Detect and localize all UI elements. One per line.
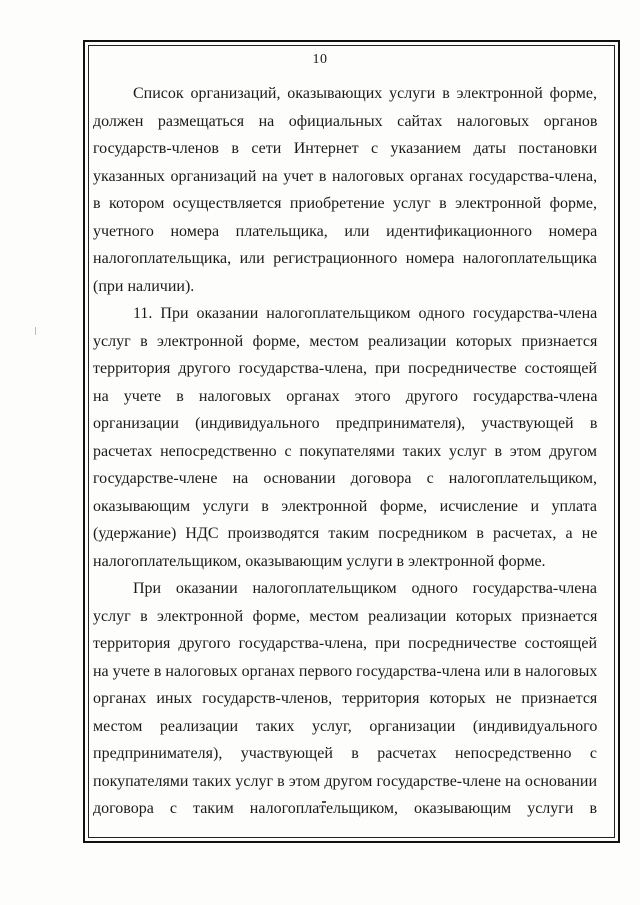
text-line: на учете в налоговых органах первого государства-члена или в налоговых <box>93 662 598 680</box>
text-line: в котором осуществляется приобретение услуг в электронной форме, <box>93 195 597 212</box>
body-text <box>93 80 597 823</box>
text-line: указанных организаций на учет в налоговых органах государства-члена, <box>93 167 598 185</box>
page-number: 10 <box>312 52 328 67</box>
text-line: государств-членов в сети Интернет с указанием даты постановки <box>93 140 598 157</box>
text-line: государстве-члене на основании договора с налогоплательщиком, <box>93 470 597 487</box>
text-line: При оказании налогоплательщиком одного государства-члена <box>133 580 597 597</box>
text-line: Список организаций, оказывающих услуги в электронной форме, <box>133 85 597 102</box>
text-line: оказывающим услуги в электронной форме, исчисление и уплата <box>93 497 597 515</box>
text-line: организации (индивидуального предпринимателя), участвующей в <box>93 415 598 432</box>
text-line: расчетах непосредственно с покупателями таких услуг в этом другом <box>93 442 597 460</box>
margin-mark <box>35 327 36 335</box>
text-line: налогоплательщика, или регистрационного номера налогоплательщика <box>93 250 597 267</box>
text-line: территория другого государства-члена, при посредничестве состоящей <box>93 360 597 377</box>
text-line: (при наличии). <box>93 277 195 295</box>
text-line: органах иных государств-членов, территория которых не признается <box>93 690 598 707</box>
text-line: местом реализации таких услуг, организации (индивидуального <box>93 717 598 735</box>
text-line: предпринимателя), участвующей в расчетах непосредственно с <box>93 745 598 762</box>
text-line: покупателями таких услуг в этом другом государстве-члене на основании <box>93 772 598 790</box>
paragraph-2 <box>93 300 597 575</box>
text-line: услуг в электронной форме, местом реализации которых признается <box>93 332 598 350</box>
text-line: должен размещаться на официальных сайтах налоговых органов <box>93 112 598 130</box>
text-line: на учете в налоговых органах этого другого государства-члена <box>93 387 598 405</box>
text-line: территория другого государства-члена, при посредничестве состоящей <box>93 635 597 652</box>
text-line: договора с таким налогоплательщиком, оказывающим услуги в <box>93 800 597 817</box>
text-line: налогоплательщиком, оказывающим услуги в электронной форме. <box>93 552 546 570</box>
text-line: (удержание) НДС производятся таким посредником в расчетах, а не <box>93 525 598 542</box>
text-line: учетного номера плательщика, или идентификационного номера <box>93 222 598 240</box>
paragraph-1 <box>93 80 597 300</box>
text-line: 11. При оказании налогоплательщиком одного государства-члена <box>133 305 598 322</box>
text-line: услуг в электронной форме, местом реализации которых признается <box>93 607 598 625</box>
paragraph-3 <box>93 575 597 823</box>
